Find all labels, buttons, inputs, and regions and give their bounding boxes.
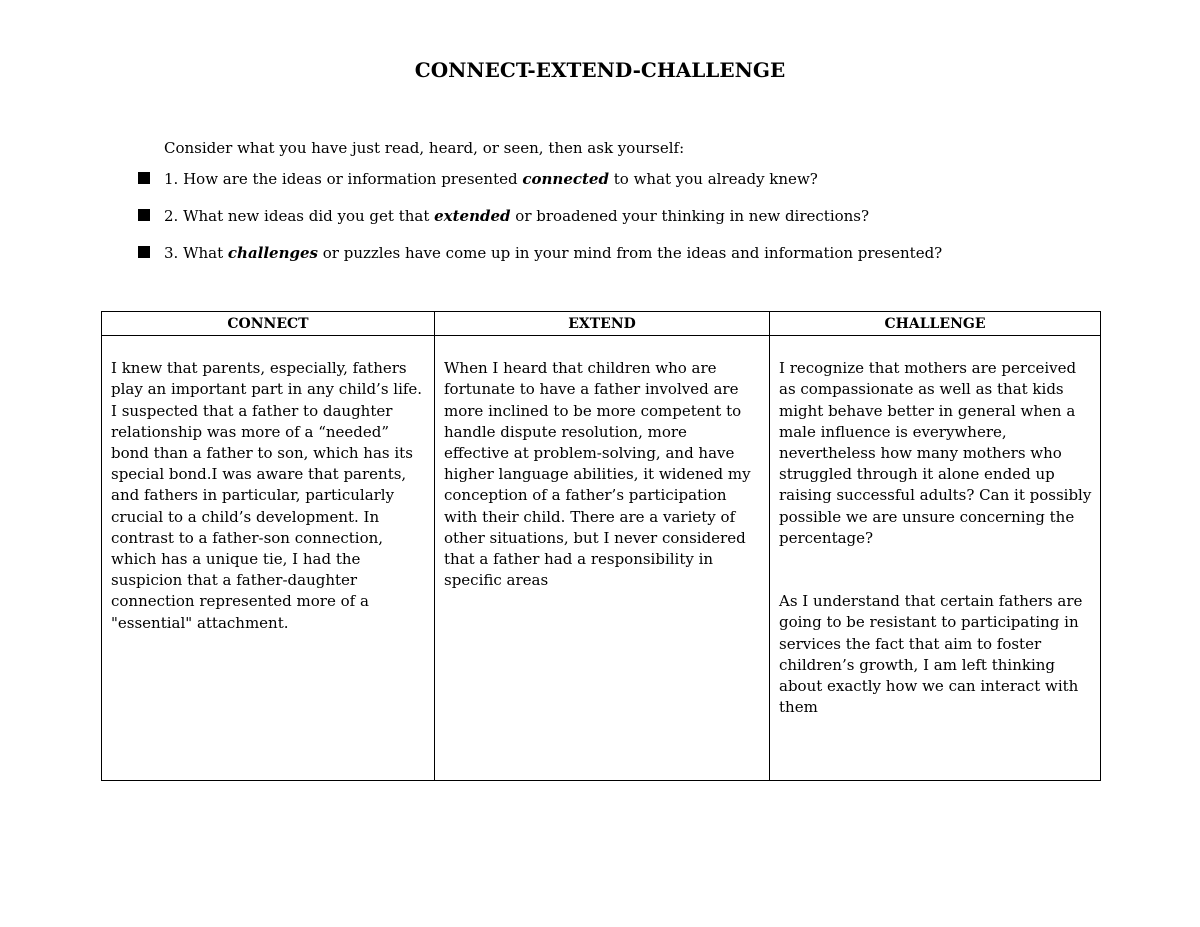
question-emphasis: connected (522, 170, 609, 188)
connect-header: CONNECT (102, 312, 434, 336)
question-list (138, 169, 942, 263)
question-text: or broadened your thinking in new directions? (510, 207, 870, 225)
question-text: to what you already knew? (608, 170, 818, 188)
challenge-column (770, 312, 1100, 780)
connect-column (102, 312, 435, 780)
connect-cell (102, 336, 434, 655)
question-emphasis: challenges (227, 244, 318, 262)
square-bullet-icon (138, 246, 150, 258)
question-text: or puzzles have come up in your mind from the ideas and information presented? (318, 244, 943, 262)
response-table (101, 311, 1101, 781)
document-title: CONNECT-EXTEND-CHALLENGE (414, 58, 786, 82)
question-item-extend (138, 206, 942, 226)
extend-response: When I heard that children who are fortunate to have a father involved are more inclined to be more competent to handle dispute resolution, more effective at problem-solving, and have higher language abilities, it widened my conception of a father’s participation with their child. There are a variety of other situations, but I never considered that a father had a responsibility in specific areas (444, 359, 751, 590)
question-text: 1. How are the ideas or information presented (164, 170, 523, 188)
question-item-connect (138, 169, 942, 189)
intro-text: Consider what you have just read, heard, or seen, then ask yourself: (164, 139, 685, 157)
challenge-cell (770, 336, 1100, 740)
connect-response: I knew that parents, especially, fathers play an important part in any child’s life. I suspected that a father to daughter relationship was more of a “needed” bond than a father to son, which has its special bond.I was aware that parents, and fathers in particular, particularly crucial to a child’s development. In contrast to a father-son connection, which has a unique tie, I had the suspicion that a father-daughter connection represented more of a "essential" attachment. (111, 359, 423, 632)
challenge-response-paragraph-2: As I understand that certain fathers are going to be resistant to participating in services the fact that aim to foster children’s growth, I am left thinking about exactly how we can interact with them (779, 592, 1083, 717)
challenge-header: CHALLENGE (770, 312, 1100, 336)
question-emphasis: extended (434, 207, 511, 225)
challenge-response-paragraph-1: I recognize that mothers are perceived as compassionate as well as that kids might behave better in general when a male influence is everywhere, nevertheless how many mothers who struggled through it alone ended up raising successful adults? Can it possibly possible we are unsure concerning the percentage? (779, 359, 1092, 547)
question-text: 2. What new ideas did you get that (164, 207, 435, 225)
extend-column (435, 312, 770, 780)
square-bullet-icon (138, 209, 150, 221)
extend-cell (435, 336, 769, 613)
question-text: 3. What (164, 244, 228, 262)
extend-header: EXTEND (435, 312, 769, 336)
question-item-challenge (138, 243, 942, 263)
square-bullet-icon (138, 172, 150, 184)
